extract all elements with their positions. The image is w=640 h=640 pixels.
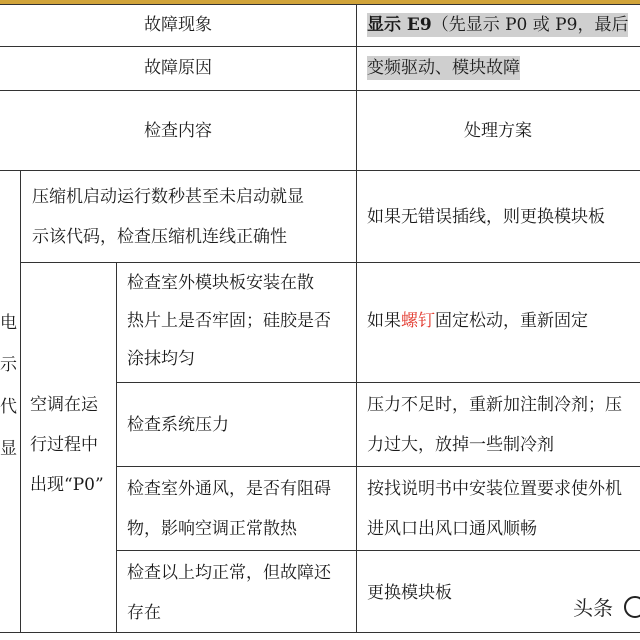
r2-check-line: 热片上是否牢固；硅胶是否 <box>127 311 331 331</box>
grid-line <box>0 46 640 47</box>
symptom-value <box>367 8 640 42</box>
r3-check: 检查系统压力 <box>127 415 229 435</box>
r5-solution: 更换模块板 <box>367 583 452 603</box>
grid-line <box>20 170 21 632</box>
group-label-line: 行过程中 <box>30 435 98 455</box>
error-code: 显示 E9 <box>367 15 432 35</box>
grid-line <box>0 632 640 633</box>
grid-line <box>116 550 640 551</box>
r1-check-line: 示该代码，检查压缩机连线正确性 <box>32 227 287 247</box>
r4-check-line: 物，影响空调正常散热 <box>127 519 297 539</box>
r3-solution-line: 压力不足时，重新加注制冷剂；压 <box>367 395 622 415</box>
cause-value <box>367 51 640 85</box>
grid-line <box>356 4 357 632</box>
left-vertical-char: 代 <box>0 397 17 417</box>
grid-line <box>116 382 640 383</box>
symptom-label: 故障现象 <box>144 15 212 35</box>
r1-solution: 如果无错误插线，则更换模块板 <box>367 207 605 227</box>
left-vertical-char: 电 <box>0 313 17 333</box>
r5-check-line: 存在 <box>127 603 161 623</box>
grid-line <box>116 466 640 467</box>
r4-check-line: 检查室外通风，是否有阻碍 <box>127 479 331 499</box>
r2-solution <box>367 304 588 338</box>
left-vertical-char: 显 <box>0 439 17 459</box>
cause-label: 故障原因 <box>144 58 212 78</box>
r4-solution-line: 按找说明书中安装位置要求使外机 <box>367 479 622 499</box>
r5-check-line: 检查以上均正常，但故障还 <box>127 563 331 583</box>
solution-header: 处理方案 <box>464 121 532 141</box>
r1-check-line: 压缩机启动运行数秒甚至未启动就显 <box>32 187 304 207</box>
group-label-line: 空调在运 <box>30 395 98 415</box>
r2-solution-highlight: 螺钉 <box>401 311 435 331</box>
r2-solution-post: 固定松动，重新固定 <box>435 311 588 331</box>
watermark-logo-icon <box>624 596 640 618</box>
left-vertical-char: 示 <box>0 355 17 375</box>
grid-line <box>0 4 640 5</box>
r3-solution-line: 力过大，放掉一些制冷剂 <box>367 435 554 455</box>
r4-solution-line: 进风口出风口通风顺畅 <box>367 519 537 539</box>
grid-line <box>0 170 640 171</box>
grid-line <box>116 262 117 632</box>
check-content-header: 检查内容 <box>144 121 212 141</box>
cause-text: 变频驱动、模块故障 <box>367 58 520 78</box>
group-label-line: 出现“P0” <box>30 475 104 495</box>
grid-line <box>20 262 640 263</box>
r2-check-line: 涂抹均匀 <box>127 349 195 369</box>
r2-solution-pre: 如果 <box>367 311 401 331</box>
grid-line <box>0 90 640 91</box>
error-note: （先显示 P0 或 P9，最后 <box>431 15 629 35</box>
r2-check-line: 检查室外模块板安装在散 <box>127 273 314 293</box>
watermark-text: 头条 <box>573 596 613 620</box>
